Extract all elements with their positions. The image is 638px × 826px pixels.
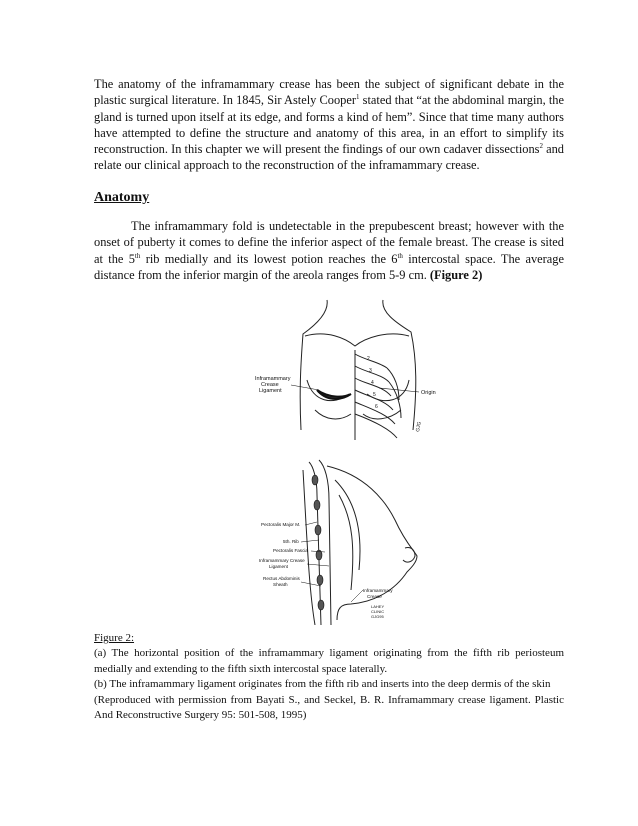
citation-2: 2	[539, 142, 543, 151]
rib-label: 2	[367, 356, 370, 362]
clinic-credit: GJG95	[371, 614, 384, 619]
caption-title: Figure 2:	[94, 632, 135, 644]
ligament-label-a: Ligament	[259, 388, 282, 394]
anatomy-paragraph: The inframammary fold is undetectable in the prepubescent breast; however with the onset of puberty it comes to define the inferior aspect of the female breast. The crease is sited at the 5th rib medially and its lowest potion reaches the 6th intercostal space. The average distance from the inferior margin of the areola ranges from 5-9 cm. (Figure 2)	[94, 219, 564, 282]
citation-1: 1	[356, 93, 360, 102]
caption-part-a: (a) The horizontal position of the inframammary ligament originating from the fifth rib periosteum medially and extending to the fifth sixth intercostal space laterally.	[94, 647, 564, 675]
torso-frontal-drawing	[300, 300, 416, 440]
crease-label: Inframammary	[363, 588, 393, 593]
figure-caption	[94, 631, 564, 723]
rectus-sheath-label: Rectus Abdominis	[263, 576, 300, 581]
origin-label: Origin	[421, 390, 436, 396]
rib-label: 5	[373, 392, 376, 398]
rib-label: 3	[369, 368, 372, 374]
figure-reference: (Figure 2)	[429, 267, 483, 282]
clinic-credit: LAHEY	[371, 604, 385, 609]
rectus-sheath-label: Sheath	[273, 582, 288, 587]
fifth-rib-label: 5th. Rib	[283, 539, 299, 544]
caption-source: (Reproduced with permission from Bayati S., and Seckel, B. R. Inframammary crease ligament. Plastic And Reconstructive Surgery 95: 501-508, 1995)	[94, 693, 564, 722]
caption-part-b: (b) The inframammary ligament originates from the fifth rib and inserts into the deep dermis of the skin	[94, 678, 551, 691]
section-heading-anatomy: Anatomy	[94, 190, 150, 205]
clinic-credit: CLINIC	[371, 609, 385, 614]
pectoralis-major-label: Pectoralis Major M.	[261, 522, 301, 527]
figure-2-illustration	[255, 290, 575, 625]
ligament-label-b: Inframammary Crease	[259, 558, 305, 563]
ligament-label-b: Ligament	[269, 564, 288, 569]
artist-signature: GJG	[415, 421, 423, 433]
ligament-label-a: Inframammary	[255, 376, 291, 382]
rib-label: 4	[371, 380, 374, 386]
rib-label: 6	[375, 404, 378, 410]
intro-paragraph: The anatomy of the inframammary crease has been the subject of significant debate in the plastic surgical literature. In 1845, Sir Astely Cooper$^1$ stated that “at the abdominal margin, the gland is turned upon itself at its edge, and forms a kind of hem”. Since that time many authors have attempted to define the structure and anatomy of this area, in an effort to simplify its reconstruction. In this chapter we will present the findings of our own cadaver dissections$^2$ and relate our clinical approach to the reconstruction of the inframammary crease.	[94, 77, 564, 173]
ligament-label-a: Crease	[261, 382, 279, 388]
pectoralis-fascia-label: Pectoralis Fascia	[273, 548, 308, 553]
ligament-shading	[317, 390, 351, 399]
crease-label: Crease	[367, 594, 382, 599]
